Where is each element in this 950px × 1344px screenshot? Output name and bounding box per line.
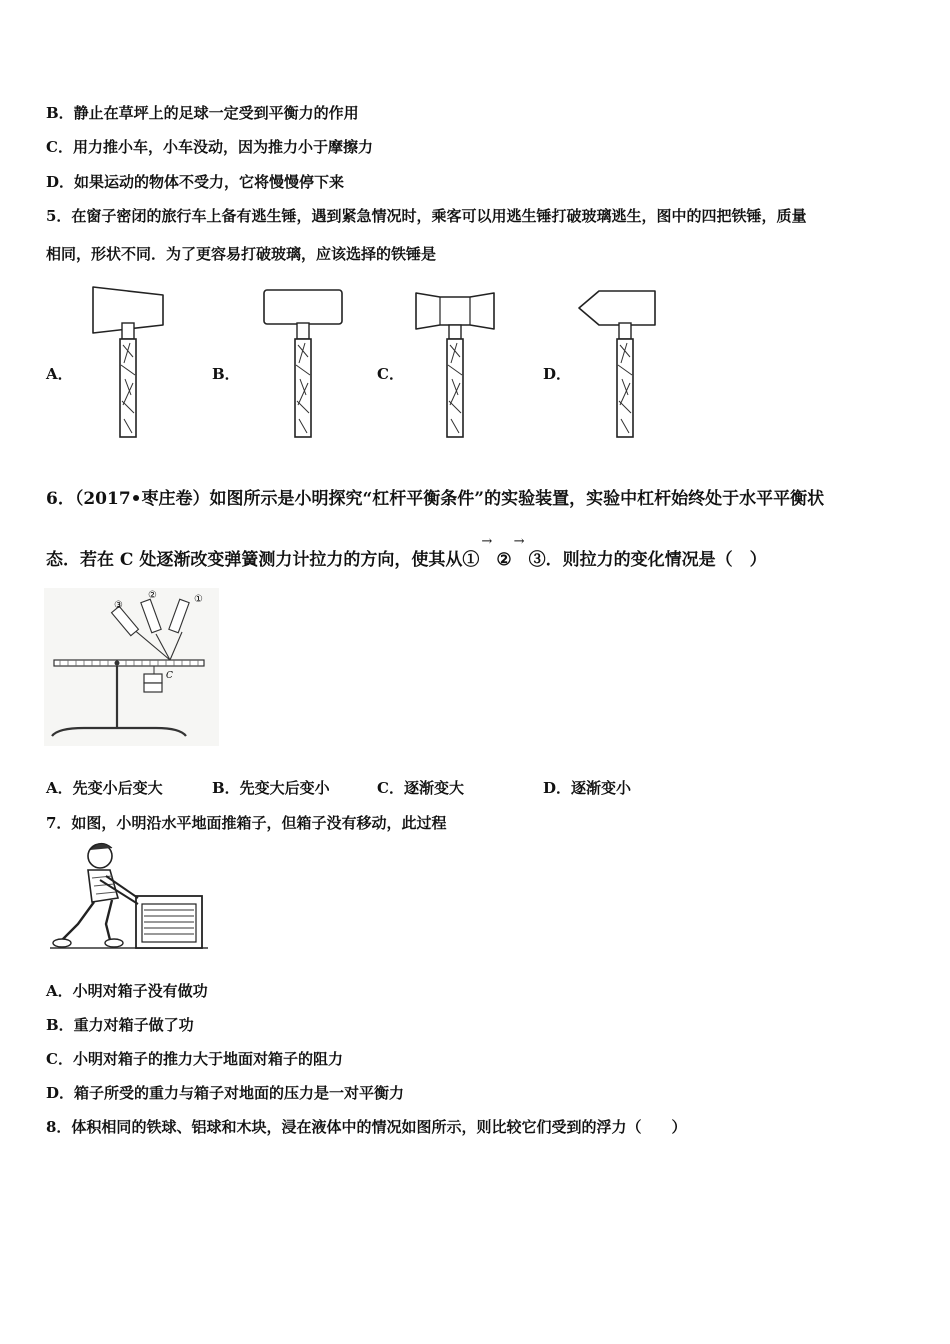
q8-stem: 8．体积相同的铁球、铝球和木块，浸在液体中的情况如图所示，则比较它们受到的浮力（ ） [46,1118,687,1136]
q6-stem-line2-a: 态．若在 C 处逐渐改变弹簧测力计拉力的方向，使其从① [46,550,480,570]
q6-option-b: B．先变大后变小 [212,779,330,797]
hammer-b-figure [258,283,348,443]
q4-option-d: D．如果运动的物体不受力，它将慢慢停下来 [46,173,345,191]
q6-option-d: D．逐渐变小 [543,779,632,797]
q4-option-b: B．静止在草坪上的足球一定受到平衡力的作用 [46,104,359,122]
q5-label-a: A． [46,365,73,383]
arrow-icon: → [481,534,493,549]
q5-stem-line2: 相同，形状不同．为了更容易打破玻璃，应该选择的铁锤是 [46,245,437,263]
arrow-icon: → [513,534,525,549]
hammer-d-figure [575,283,665,443]
q5-label-b: B． [212,365,240,383]
q6-circled-2: ② [496,550,512,570]
q6-option-a: A．先变小后变大 [46,779,163,797]
hammer-c-figure [410,283,500,443]
q6-arrow-2 [512,534,529,570]
q6-stem-line2 [46,534,767,570]
lever-apparatus-figure [44,588,219,746]
q6-option-c: C．逐渐变大 [377,779,464,797]
hammer-a-figure [85,283,175,443]
q7-option-a: A．小明对箱子没有做功 [46,982,208,1000]
lever-label-3: ③ [114,600,123,611]
q4-option-c: C．用力推小车，小车没动，因为推力小于摩擦力 [46,138,373,156]
q6-stem-line1: 6．（2017•枣庄卷）如图所示是小明探究“杠杆平衡条件”的实验装置，实验中杠杆始终处于水平平衡状 [46,489,825,509]
q7-option-d: D．箱子所受的重力与箱子对地面的压力是一对平衡力 [46,1084,405,1102]
lever-label-2: ② [148,590,157,601]
q5-label-d: D． [543,365,572,383]
q7-option-b: B．重力对箱子做了功 [46,1016,194,1034]
q6-stem-line2-b: ③．则拉力的变化情况是（ ） [528,550,767,570]
q7-option-c: C．小明对箱子的推力大于地面对箱子的阻力 [46,1050,343,1068]
boy-pushing-box-figure [48,840,210,952]
lever-label-1: ① [194,594,203,605]
q6-arrow-1 [479,534,496,570]
q5-stem-line1: 5．在窗子密闭的旅行车上备有逃生锤，遇到紧急情况时，乘客可以用逃生锤打破玻璃逃生，图中的四把铁锤，质量 [46,207,807,225]
lever-point-c: C [166,671,173,681]
q5-label-c: C． [377,365,404,383]
q7-stem: 7．如图，小明沿水平地面推箱子，但箱子没有移动，此过程 [46,814,447,832]
